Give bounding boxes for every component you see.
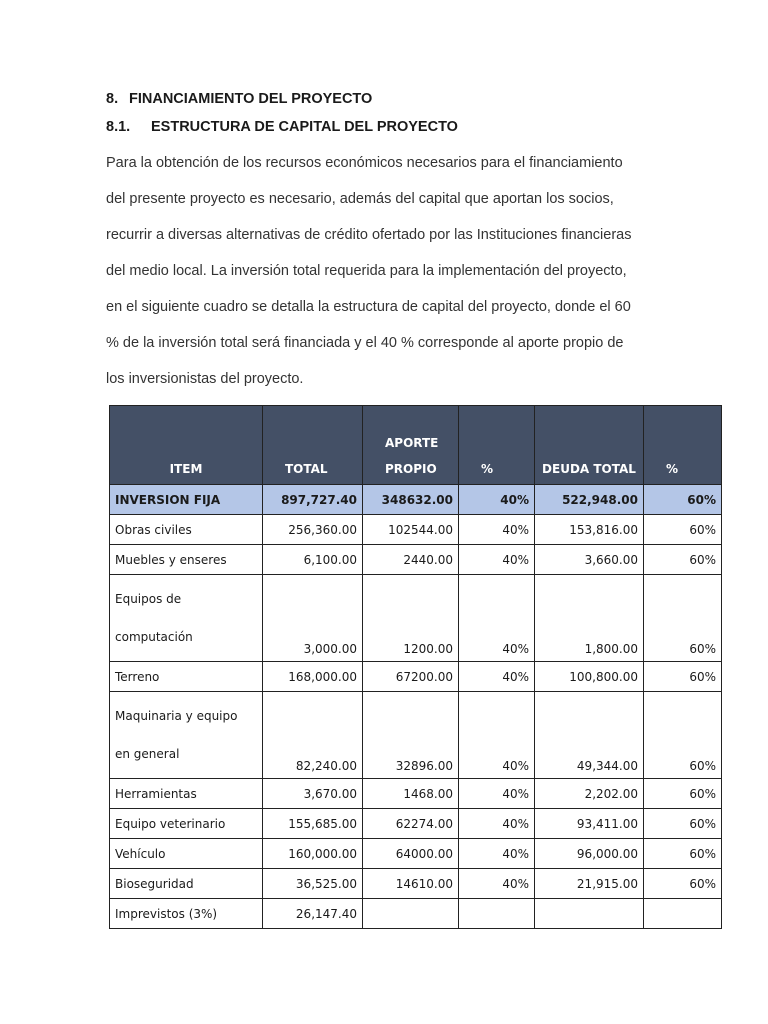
cell-item-line: Equipo veterinario — [115, 816, 226, 831]
subsection-title: ESTRUCTURA DE CAPITAL DEL PROYECTO — [151, 119, 458, 135]
cell-deuda-total: 21,915.00 — [535, 869, 644, 899]
cell-total: 160,000.00 — [263, 839, 363, 869]
cell-total: 256,360.00 — [263, 515, 363, 545]
cell-total: 155,685.00 — [263, 809, 363, 839]
cell-percent-deuda: 60% — [644, 869, 722, 899]
cell-item — [110, 779, 263, 809]
header-percent-deuda: % — [644, 406, 722, 485]
cell-item-line: Obras civiles — [115, 522, 192, 537]
cell-percent-deuda: 60% — [644, 692, 722, 779]
subsection-number: 8.1. — [106, 119, 131, 135]
cell-percent-aporte: 40% — [459, 869, 535, 899]
cell-percent-aporte: 40% — [459, 485, 535, 515]
cell-aporte-propio: 32896.00 — [363, 692, 459, 779]
cell-percent-aporte: 40% — [459, 545, 535, 575]
cell-item — [110, 839, 263, 869]
table-row — [110, 809, 722, 839]
cell-total: 3,000.00 — [263, 575, 363, 662]
section-number: 8. — [106, 91, 119, 107]
cell-item-line: Maquinaria y equipo — [115, 709, 238, 723]
section-title: FINANCIAMIENTO DEL PROYECTO — [129, 91, 373, 107]
cell-percent-aporte: 40% — [459, 662, 535, 692]
table-row — [110, 485, 722, 515]
header-total: TOTAL — [263, 406, 363, 485]
cell-item — [110, 575, 263, 662]
table-body — [110, 485, 722, 929]
cell-aporte-propio: 67200.00 — [363, 662, 459, 692]
cell-item — [110, 692, 263, 779]
cell-deuda-total: 522,948.00 — [535, 485, 644, 515]
cell-total: 168,000.00 — [263, 662, 363, 692]
cell-percent-deuda: 60% — [644, 662, 722, 692]
cell-deuda-total: 2,202.00 — [535, 779, 644, 809]
cell-aporte-propio: 1200.00 — [363, 575, 459, 662]
cell-item — [110, 662, 263, 692]
cell-item-line: Bioseguridad — [115, 876, 194, 891]
cell-deuda-total: 3,660.00 — [535, 545, 644, 575]
cell-aporte-propio: 64000.00 — [363, 839, 459, 869]
cell-deuda-total: 93,411.00 — [535, 809, 644, 839]
cell-total: 36,525.00 — [263, 869, 363, 899]
cell-item-line: Terreno — [115, 669, 160, 684]
cell-percent-deuda — [644, 899, 722, 929]
cell-percent-deuda: 60% — [644, 485, 722, 515]
cell-aporte-propio — [363, 899, 459, 929]
header-deuda-total: DEUDA TOTAL — [535, 406, 644, 485]
cell-aporte-propio: 62274.00 — [363, 809, 459, 839]
cell-item-line: INVERSION FIJA — [115, 492, 221, 507]
subsection-heading — [106, 119, 458, 135]
cell-item-line: Muebles y enseres — [115, 552, 227, 567]
paragraph-line: Para la obtención de los recursos económicos necesarios para el financiamiento — [106, 155, 623, 171]
header-item: ITEM — [110, 406, 263, 485]
cell-percent-deuda: 60% — [644, 545, 722, 575]
cell-total: 3,670.00 — [263, 779, 363, 809]
cell-percent-deuda: 60% — [644, 809, 722, 839]
paragraph-line: en el siguiente cuadro se detalla la estructura de capital del proyecto, donde el 60 — [106, 299, 631, 315]
section-heading — [106, 91, 372, 107]
cell-percent-deuda: 60% — [644, 515, 722, 545]
cell-total: 897,727.40 — [263, 485, 363, 515]
table-row — [110, 515, 722, 545]
paragraph-line: los inversionistas del proyecto. — [106, 371, 304, 387]
table-row — [110, 545, 722, 575]
cell-item-line: Vehículo — [115, 846, 166, 861]
cell-total: 26,147.40 — [263, 899, 363, 929]
cell-percent-aporte: 40% — [459, 692, 535, 779]
cell-total: 6,100.00 — [263, 545, 363, 575]
cell-item-line: Imprevistos (3%) — [115, 906, 218, 921]
cell-percent-aporte: 40% — [459, 575, 535, 662]
paragraph-line: recurrir a diversas alternativas de crédito ofertado por las Instituciones financieras — [106, 227, 632, 243]
cell-item — [110, 869, 263, 899]
header-aporte-propio — [363, 406, 459, 485]
cell-percent-aporte — [459, 899, 535, 929]
paragraph-line: del medio local. La inversión total requerida para la implementación del proyecto, — [106, 263, 627, 279]
table-header-row — [110, 406, 722, 485]
cell-aporte-propio: 14610.00 — [363, 869, 459, 899]
cell-deuda-total: 153,816.00 — [535, 515, 644, 545]
cell-item-line: en general — [115, 747, 180, 761]
table-row — [110, 662, 722, 692]
cell-percent-deuda: 60% — [644, 839, 722, 869]
cell-item — [110, 485, 263, 515]
cell-aporte-propio: 1468.00 — [363, 779, 459, 809]
cell-item — [110, 809, 263, 839]
header-aporte-line1: APORTE — [385, 436, 439, 450]
table-row — [110, 899, 722, 929]
table-row — [110, 869, 722, 899]
table-row — [110, 575, 722, 662]
cell-deuda-total — [535, 899, 644, 929]
cell-item-line: computación — [115, 630, 193, 644]
paragraph-line: del presente proyecto es necesario, además del capital que aportan los socios, — [106, 191, 614, 207]
body-paragraph — [106, 152, 686, 404]
cell-item — [110, 899, 263, 929]
cell-item-line: Herramientas — [115, 786, 197, 801]
cell-deuda-total: 1,800.00 — [535, 575, 644, 662]
table-row — [110, 692, 722, 779]
cell-percent-deuda: 60% — [644, 575, 722, 662]
cell-percent-aporte: 40% — [459, 839, 535, 869]
cell-total: 82,240.00 — [263, 692, 363, 779]
cell-percent-aporte: 40% — [459, 809, 535, 839]
header-percent-aporte: % — [459, 406, 535, 485]
cell-aporte-propio: 102544.00 — [363, 515, 459, 545]
paragraph-line: % de la inversión total será financiada y el 40 % corresponde al aporte propio de — [106, 335, 624, 351]
table-row — [110, 839, 722, 869]
table-row — [110, 779, 722, 809]
cell-item — [110, 545, 263, 575]
cell-item — [110, 515, 263, 545]
capital-structure-table — [109, 405, 722, 929]
cell-aporte-propio: 348632.00 — [363, 485, 459, 515]
cell-deuda-total: 96,000.00 — [535, 839, 644, 869]
cell-deuda-total: 100,800.00 — [535, 662, 644, 692]
header-aporte-line2: PROPIO — [385, 462, 437, 476]
cell-percent-deuda: 60% — [644, 779, 722, 809]
cell-percent-aporte: 40% — [459, 515, 535, 545]
cell-item-line: Equipos de — [115, 592, 182, 606]
cell-aporte-propio: 2440.00 — [363, 545, 459, 575]
cell-percent-aporte: 40% — [459, 779, 535, 809]
cell-deuda-total: 49,344.00 — [535, 692, 644, 779]
